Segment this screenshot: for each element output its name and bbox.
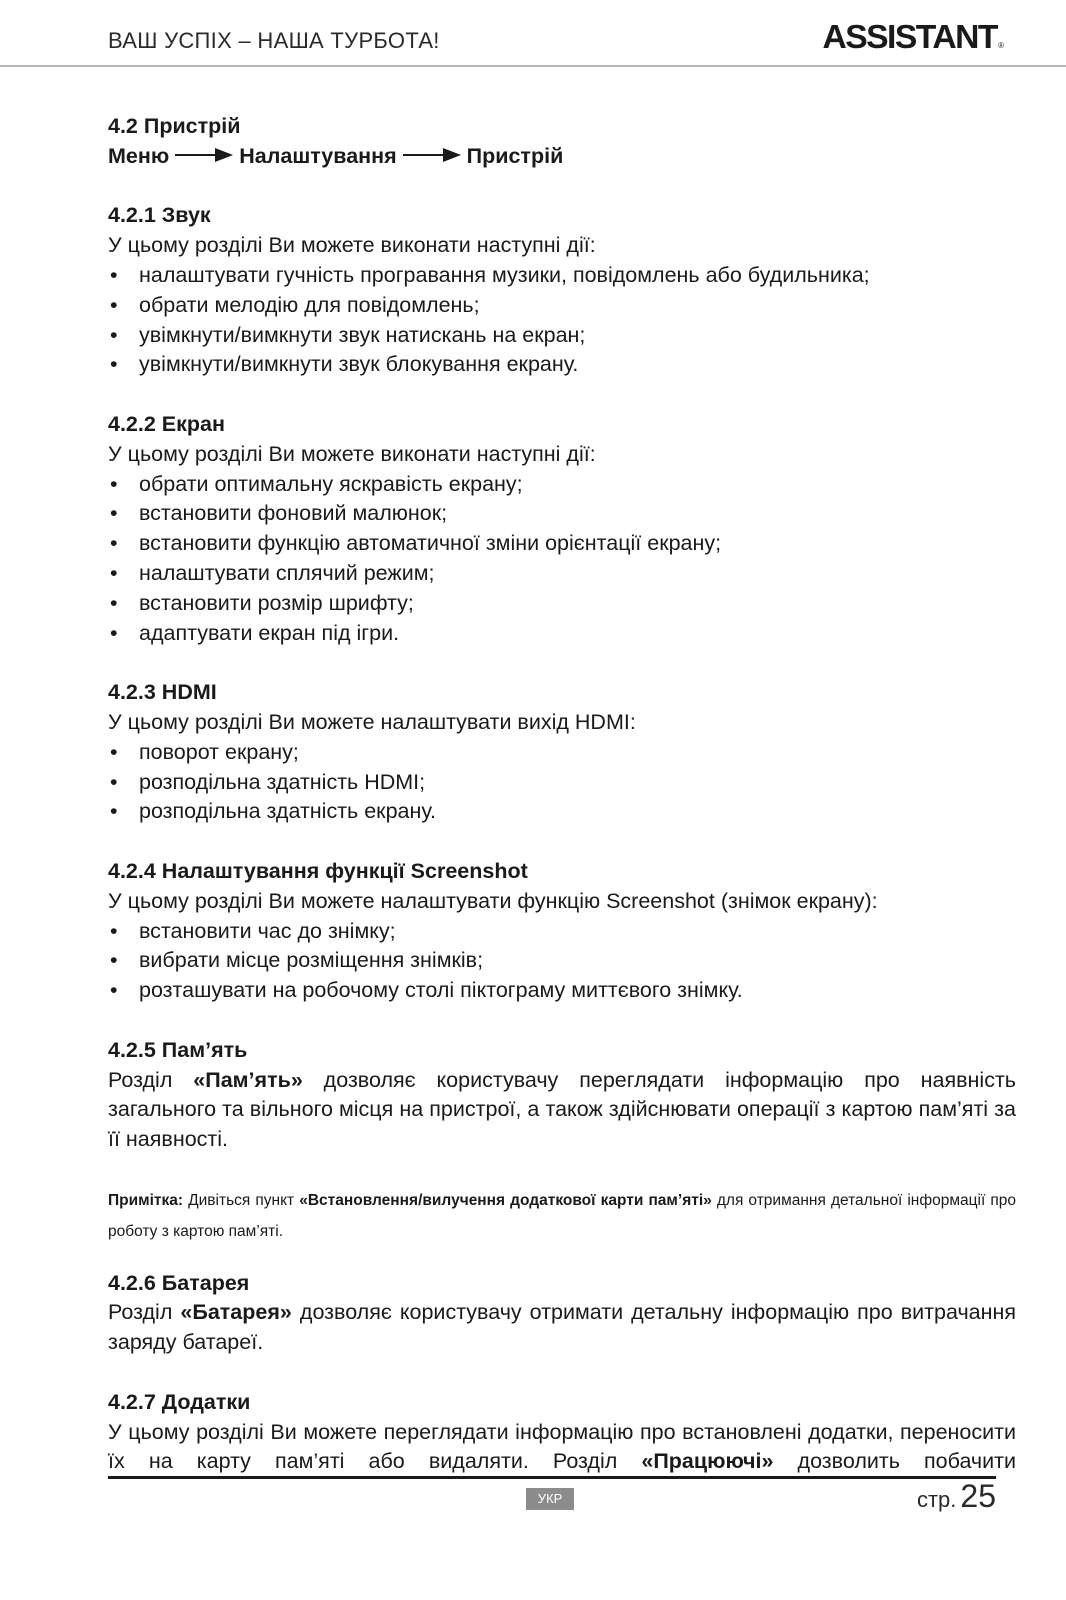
list-item: • встановити фоновий малюнок; — [108, 499, 1016, 529]
sound-title: 4.2.1 Звук — [108, 203, 211, 228]
screenshot-title: 4.2.4 Налаштування функції Screenshot — [108, 858, 528, 883]
note-label: Примітка: — [108, 1191, 184, 1209]
sound-intro: У цьому розділі Ви можете виконати наступні дії: — [108, 233, 596, 258]
memory-text-pre: Розділ — [108, 1067, 194, 1092]
arrow-right-icon — [175, 148, 233, 162]
list-item: • налаштувати гучність програвання музики, повідомлень або будильника; — [108, 261, 1016, 291]
note-text-pre: Дивіться пункт — [183, 1191, 300, 1209]
list-item: • поворот екрану; — [108, 738, 1016, 768]
spacer — [108, 827, 1016, 857]
apps-section-name: «Працюючі» — [641, 1449, 774, 1474]
arrow-right-icon — [403, 148, 461, 162]
list-item: • встановити функцію автоматичної зміни орієнтації екрану; — [108, 529, 1016, 559]
brand-logo — [822, 18, 1004, 56]
list-item: • встановити розмір шрифту; — [108, 589, 1016, 619]
screenshot-intro: У цьому розділі Ви можете налаштувати функцію Screenshot (знімок екрану): — [108, 888, 878, 913]
battery-text — [108, 1298, 1016, 1358]
header-divider — [0, 65, 1066, 67]
memory-section-name: «Пам’ять» — [193, 1067, 303, 1092]
list-item: • встановити час до знімку; — [108, 917, 1016, 947]
battery-text-post: дозволяє користувачу отримати детальну інформацію про витрачання заряду батареї. — [108, 1300, 1016, 1355]
breadcrumb-item-settings: Налаштування — [239, 143, 397, 168]
memory-text — [108, 1066, 1016, 1155]
list-item: • адаптувати екран під ігри. — [108, 619, 1016, 649]
memory-title: 4.2.5 Пам’ять — [108, 1037, 248, 1062]
breadcrumb — [108, 142, 1016, 172]
apps-text — [108, 1418, 1016, 1478]
list-item: • увімкнути/вимкнути звук блокування екрану. — [108, 350, 1016, 380]
page-number-value: 25 — [960, 1478, 996, 1514]
note-text-post: для отримання детальної інформації про роботу з картою пам’яті. — [108, 1191, 1016, 1240]
list-item: • обрати оптимальну яскравість екрану; — [108, 470, 1016, 500]
list-item: • розташувати на робочому столі піктограму миттєвого знімку. — [108, 976, 1016, 1006]
note — [108, 1185, 1016, 1247]
screen-title: 4.2.2 Екран — [108, 411, 225, 436]
spacer — [108, 1358, 1016, 1388]
list-item: • вибрати місце розміщення знімків; — [108, 946, 1016, 976]
spacer — [108, 380, 1016, 410]
page-header — [0, 0, 1066, 68]
brand-logo-text: ASSISTANT — [822, 18, 997, 55]
spacer — [108, 1247, 1016, 1269]
language-badge: УКР — [526, 1488, 574, 1510]
section-title: 4.2 Пристрій — [108, 114, 241, 138]
header-tagline: ВАШ УСПІХ – НАША ТУРБОТА! — [108, 28, 440, 53]
breadcrumb-item-menu: Меню — [108, 143, 170, 168]
screen-list — [108, 470, 1016, 649]
breadcrumb-item-device: Пристрій — [466, 143, 564, 168]
spacer — [108, 648, 1016, 678]
page-number — [917, 1478, 996, 1515]
battery-title: 4.2.6 Батарея — [108, 1270, 250, 1295]
hdmi-intro: У цьому розділі Ви можете налаштувати вихід HDMI: — [108, 709, 636, 734]
note-reference: «Встановлення/вилучення додаткової карти пам’яті» — [299, 1191, 712, 1209]
apps-text-post: дозволить побачити — [773, 1449, 1016, 1474]
list-item: • налаштувати сплячий режим; — [108, 559, 1016, 589]
apps-title: 4.2.7 Додатки — [108, 1389, 251, 1414]
spacer — [108, 172, 1016, 202]
spacer — [108, 1155, 1016, 1185]
screenshot-list — [108, 917, 1016, 1006]
battery-text-pre: Розділ — [108, 1300, 181, 1325]
memory-text-post: дозволяє користувачу переглядати інформацію про наявність загального та вільного місця на пристрої, а також здійснювати операції з картою пам’яті за її наявності. — [108, 1067, 1016, 1152]
list-item: • розподільна здатність екрану. — [108, 797, 1016, 827]
screen-intro: У цьому розділі Ви можете виконати наступні дії: — [108, 441, 596, 466]
list-item: • увімкнути/вимкнути звук натискань на екран; — [108, 321, 1016, 351]
list-item: • обрати мелодію для повідомлень; — [108, 291, 1016, 321]
apps-text-pre: У цьому розділі Ви можете переглядати інформацію про встановлені додатки, переносити їх на карту пам’яті або видаляти. Розділ — [108, 1419, 1016, 1474]
page-label: стр. — [916, 1487, 957, 1512]
page-content — [108, 112, 1016, 1477]
footer-divider — [108, 1476, 996, 1479]
sound-list — [108, 261, 1016, 380]
spacer — [108, 1006, 1016, 1036]
list-item: • розподільна здатність HDMI; — [108, 768, 1016, 798]
hdmi-list — [108, 738, 1016, 827]
battery-section-name: «Батарея» — [180, 1300, 292, 1325]
hdmi-title: 4.2.3 HDMI — [108, 680, 217, 705]
registered-mark: ® — [997, 41, 1004, 50]
